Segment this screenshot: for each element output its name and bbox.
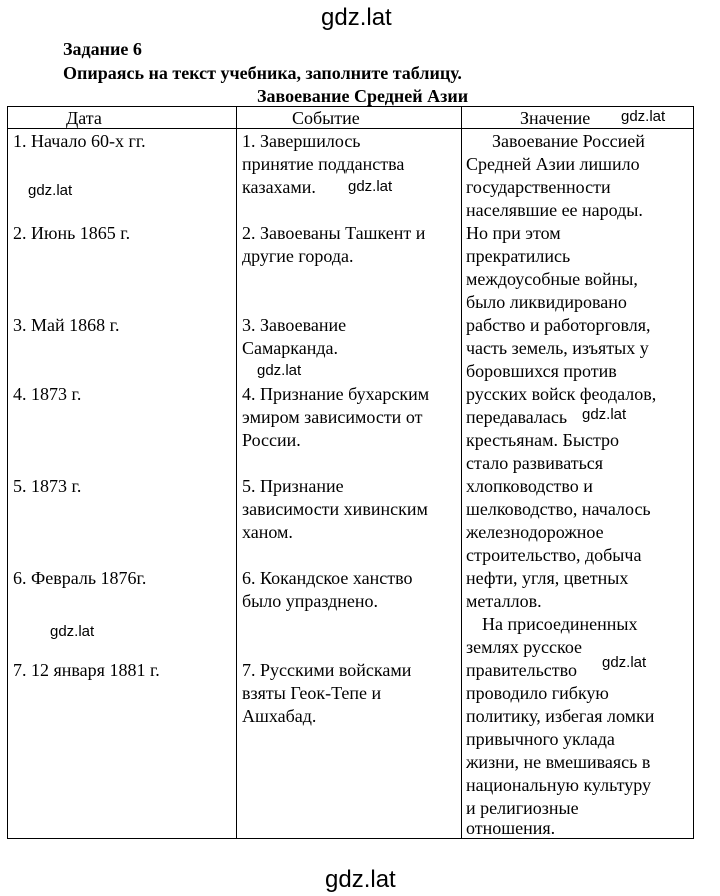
- watermark: gdz.lat: [257, 362, 302, 379]
- event-line: было упразднено.: [242, 591, 379, 611]
- meaning-line: междоусобные войны,: [466, 269, 638, 289]
- column-header-date: Дата: [66, 108, 102, 128]
- event-line: зависимости хивинским: [242, 499, 428, 519]
- watermark: gdz.lat: [348, 178, 393, 195]
- meaning-line: шелководство, началось: [466, 499, 651, 519]
- date-cell: 2. Июнь 1865 г.: [13, 223, 131, 243]
- column-header-event: Событие: [292, 108, 360, 128]
- table-title: Завоевание Средней Азии: [257, 86, 469, 106]
- meaning-line: хлопководство и: [466, 476, 593, 496]
- meaning-line: Но при этом: [466, 223, 561, 243]
- event-line: Ашхабад.: [242, 706, 317, 726]
- event-line: 5. Признание: [242, 476, 344, 496]
- meaning-line: прекратились: [466, 246, 571, 266]
- watermark: gdz.lat: [582, 406, 627, 423]
- event-line: принятие подданства: [242, 154, 405, 174]
- meaning-line: Средней Азии лишило: [466, 154, 640, 174]
- meaning-line: рабство и работорговля,: [466, 315, 651, 335]
- meaning-line: железнодорожное: [466, 522, 604, 542]
- watermark: gdz.lat: [621, 108, 666, 125]
- table-border-right: [693, 106, 694, 839]
- date-cell: 1. Начало 60-х гг.: [13, 131, 146, 151]
- date-cell: 4. 1873 г.: [13, 384, 82, 404]
- event-line: 7. Русскими войсками: [242, 660, 412, 680]
- table-border-top: [7, 106, 694, 107]
- meaning-line: населявшие ее народы.: [466, 200, 643, 220]
- meaning-line: правительство: [466, 660, 578, 680]
- event-line: другие города.: [242, 246, 354, 266]
- watermark: gdz.lat: [28, 182, 73, 199]
- task-instruction: Опираясь на текст учебника, заполните таблицу.: [63, 63, 462, 83]
- column-divider: [236, 106, 237, 839]
- meaning-line: боровшихся против: [466, 361, 617, 381]
- meaning-line: было ликвидировано: [466, 292, 627, 312]
- event-line: России.: [242, 430, 301, 450]
- watermark: gdz.lat: [602, 654, 647, 671]
- watermark: gdz.lat: [50, 623, 95, 640]
- meaning-line: русских войск феодалов,: [466, 384, 657, 404]
- column-divider: [461, 106, 462, 839]
- date-cell: 3. Май 1868 г.: [13, 315, 120, 335]
- meaning-line: проводило гибкую: [466, 683, 609, 703]
- column-header-meaning: Значение: [520, 108, 591, 128]
- meaning-line: часть земель, изъятых у: [466, 338, 649, 358]
- watermark-top: gdz.lat: [321, 4, 392, 31]
- event-line: 4. Признание бухарским: [242, 384, 430, 404]
- watermark-bottom: gdz.lat: [325, 866, 396, 893]
- meaning-line: государственности: [466, 177, 611, 197]
- meaning-line: землях русское: [466, 637, 583, 657]
- event-line: 1. Завершилось: [242, 131, 361, 151]
- date-cell: 5. 1873 г.: [13, 476, 82, 496]
- meaning-line: жизни, не вмешиваясь в: [466, 752, 651, 772]
- meaning-line: национальную культуру: [466, 775, 652, 795]
- event-line: ханом.: [242, 522, 293, 542]
- meaning-line: привычного уклада: [466, 729, 615, 749]
- event-line: эмиром зависимости от: [242, 407, 423, 427]
- meaning-line: крестьянам. Быстро: [466, 430, 620, 450]
- table-border-left: [7, 106, 8, 839]
- event-line: взяты Геок-Тепе и: [242, 683, 382, 703]
- meaning-line: металлов.: [466, 591, 542, 611]
- event-line: Самарканда.: [242, 338, 338, 358]
- meaning-line: На присоединенных: [482, 614, 638, 634]
- header-divider: [7, 128, 694, 129]
- date-cell: 7. 12 января 1881 г.: [13, 660, 160, 680]
- meaning-line: нефти, угля, цветных: [466, 568, 629, 588]
- meaning-line: политику, избегая ломки: [466, 706, 655, 726]
- meaning-line: Завоевание Россией: [492, 131, 645, 151]
- table-border-bottom: [7, 838, 694, 839]
- task-number: Задание 6: [63, 39, 142, 59]
- event-line: 3. Завоевание: [242, 315, 347, 335]
- event-line: 2. Завоеваны Ташкент и: [242, 223, 426, 243]
- meaning-line: и религиозные: [466, 798, 579, 818]
- event-line: казахами.: [242, 177, 316, 197]
- date-cell: 6. Февраль 1876г.: [13, 568, 147, 588]
- meaning-line: передавалась: [466, 407, 568, 427]
- meaning-line: строительство, добыча: [466, 545, 642, 565]
- event-line: 6. Кокандское ханство: [242, 568, 413, 588]
- meaning-line: стало развиваться: [466, 453, 604, 473]
- meaning-line: отношения.: [466, 818, 556, 838]
